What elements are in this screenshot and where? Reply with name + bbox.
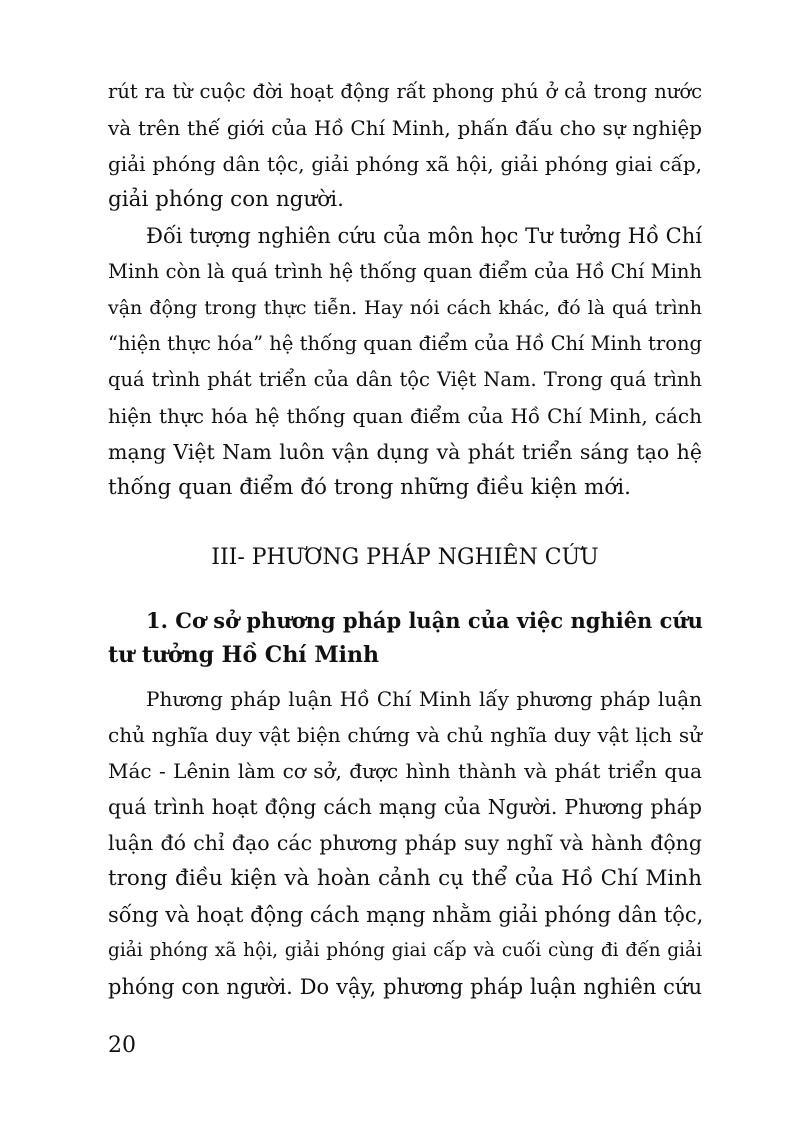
text-line: Phương pháp luận Hồ Chí Minh lấy phương pháp luận (146, 687, 702, 711)
text-line: luận đó chỉ đạo các phương pháp suy nghĩ và hành động (108, 831, 702, 855)
text-line: hiện thực hóa hệ thống quan điểm của Hồ Chí Minh, cách (108, 404, 702, 428)
text-line: quá trình phát triển của dân tộc Việt Nam. Trong quá trình (108, 368, 702, 391)
page-number: 20 (108, 1033, 136, 1058)
section-heading: III- PHƯƠNG PHÁP NGHIÊN CỨU (211, 545, 599, 570)
text-line: “hiện thực hóa” hệ thống quan điểm của Hồ Chí Minh trong (108, 332, 702, 355)
text-line: chủ nghĩa duy vật biện chứng và chủ nghĩa duy vật lịch sử (108, 723, 702, 747)
text-line: Mác - Lênin làm cơ sở, được hình thành và phát triển qua (108, 759, 702, 783)
text-line: mạng Việt Nam luôn vận dụng và phát triển sáng tạo hệ (108, 440, 702, 464)
text-line: giải phóng con người. (108, 187, 344, 212)
text-line: sống và hoạt động cách mạng nhằm giải phóng dân tộc, (108, 903, 704, 927)
text-line: thống quan điểm đó trong những điều kiện mới. (108, 475, 632, 500)
text-line: trong điều kiện và hoàn cảnh cụ thể của Hồ Chí Minh (108, 866, 702, 891)
text-line: giải phóng xã hội, giải phóng giai cấp và cuối cùng đi đến giải (108, 940, 702, 961)
text-line: Minh còn là quá trình hệ thống quan điểm của Hồ Chí Minh (108, 260, 702, 283)
text-line: và trên thế giới của Hồ Chí Minh, phấn đấu cho sự nghiệp (108, 116, 702, 140)
text-line: phóng con người. Do vậy, phương pháp luận nghiên cứu (108, 975, 702, 999)
text-line: giải phóng dân tộc, giải phóng xã hội, giải phóng giai cấp, (108, 152, 702, 176)
text-line: rút ra từ cuộc đời hoạt động rất phong phú ở cả trong nước (108, 80, 702, 103)
subsection-heading-line: 1. Cơ sở phương pháp luận của việc nghiên cứu (146, 608, 703, 633)
text-line: vận động trong thực tiễn. Hay nói cách khác, đó là quá trình (108, 297, 702, 319)
text-line: quá trình hoạt động cách mạng của Người. Phương pháp (108, 795, 702, 819)
subsection-heading-line: tư tưởng Hồ Chí Minh (108, 642, 380, 668)
text-line: Đối tượng nghiên cứu của môn học Tư tưởng Hồ Chí (146, 224, 702, 248)
